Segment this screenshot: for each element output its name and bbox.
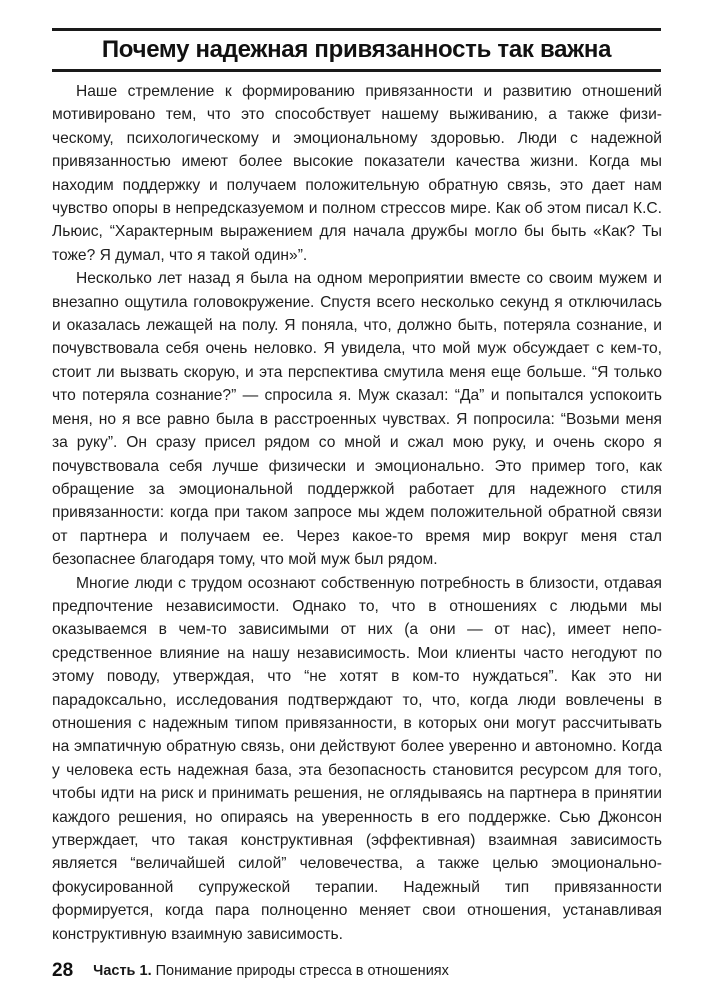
running-head-title: Понимание природы стресса в отношениях bbox=[155, 963, 449, 979]
page-number: 28 bbox=[52, 960, 74, 981]
paragraph: Несколько лет назад я была на одном мероприятии вместе со своим мужем и внезапно ощутила головокружение. Спустя всего несколько секунд я отключилась и оказалась лежащей на полу. Я поняла, что, должно быть, потеряла сознание, и почувствовала себя очень неловко. Я увидела, что мой муж обсуждает с кем-то, стоит ли вызвать скорую, и эта перспектива смутила меня еще больше. “Я только что потеряла сознание?” — спросила я. Муж сказал: “Да” и попытался успокоить меня, но я все равно была в расстроенных чувствах. Я попросила: “Возьми меня за руку”. Он сразу присел рядом со мной и сжал мою руку, и очень скоро я почувствовала себя лучше физически и эмоционально. Это пример того, как обращение за эмоциональной поддержкой работает для надежного стиля привязанности: когда при таком запросе мы ждем положительной обратной связи от партнера и получаем ее. Через какое-то время мир вокруг меня стал безопаснее благодаря тому, что мой муж был рядом. bbox=[52, 270, 662, 569]
page-footer bbox=[52, 958, 661, 984]
running-head bbox=[93, 963, 449, 979]
paragraph: Многие люди с трудом осознают собственную потребность в близости, отдавая предпочтение независимости. Однако то, что в отношениях с людьми мы оказываемся в чем-то зависимыми от них (а они — от нас), имеет непосредственное влияние на нашу независимость. Мои клиенты часто негодуют по этому поводу, утверждая, что “не хотят в ком-то нуждаться”. Как это ни парадоксально, исследования подтверждают то, что, когда люди вовлечены в отношения с надежным типом привязанности, в которых они могут рассчитывать на эмпатичную обратную связь, они действуют более уверенно и автономно. Когда у человека есть надежная база, эта безопасность становится ресурсом для того, чтобы идти на риск и принимать решения, не оглядываясь на партнера в принятии каждого решения, но опираясь на уверенность в его поддержке. Сью Джонсон утверждает, что такая конструктивная (эффективная) взаимная зависимость является “величайшей силой” человечества, а также целью эмоционально-фокусированной супружеской терапии. Надежный тип привязанности формируется, когда пара полноценно меняет свои отношения, устанавливая конструктивную взаимную зависимость. bbox=[52, 574, 662, 943]
section-title: Почему надежная привязанность так важна bbox=[101, 36, 612, 63]
running-head-part: Часть 1. bbox=[93, 963, 152, 979]
section-heading-box bbox=[52, 28, 661, 72]
body-text bbox=[52, 80, 662, 946]
paragraph: Наше стремление к формированию привязанности и развитию отношений мотивировано тем, что это способствует нашему выживанию, а также физическому, психологическому и эмоциональному здоровью. Люди с надежной привязанностью имеют более высокие показатели качества жизни. Когда мы находим поддержку и получаем положительную обратную связь, это дает нам чувство опоры в непредсказуемом и полном стрессов мире. Как об этом писал К.С. Льюис, “Характерным выражением для начала дружбы могло бы быть «Как? Ты тоже? Я думал, что я такой один»”. bbox=[52, 83, 662, 264]
